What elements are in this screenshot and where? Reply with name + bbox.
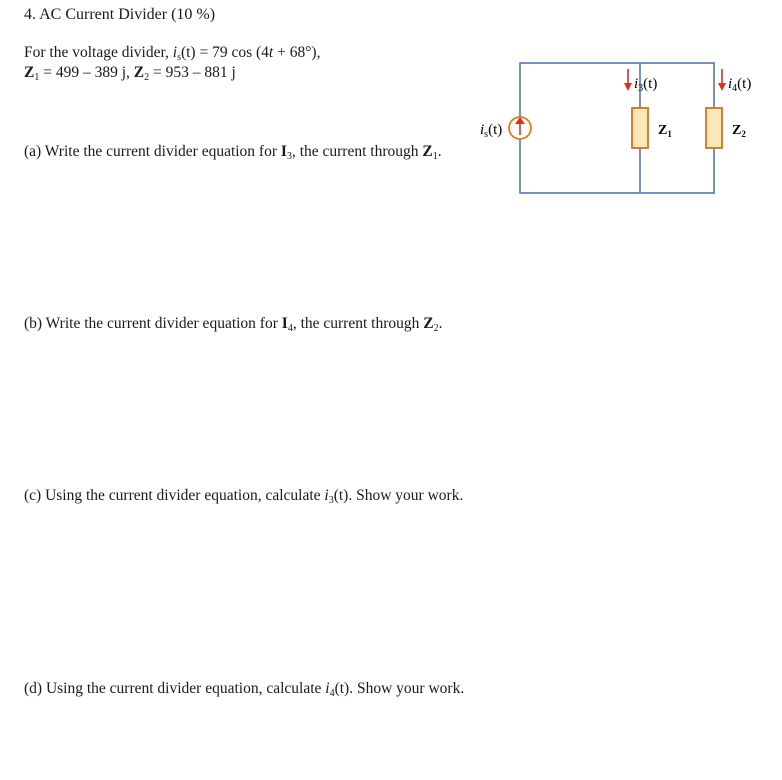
current-source bbox=[509, 117, 531, 139]
question-a-prefix: (a) Write the current divider equation for bbox=[24, 143, 281, 160]
source-t-var: t bbox=[268, 44, 274, 61]
i4-current-label bbox=[728, 76, 751, 94]
question-b bbox=[24, 315, 442, 334]
question-c-var-sub: 3 bbox=[328, 495, 334, 506]
question-c-var: i bbox=[324, 487, 329, 504]
question-b-symbol-sub: 4 bbox=[287, 323, 293, 334]
question-a-end: . bbox=[437, 143, 442, 160]
i3-arrow-icon bbox=[624, 69, 632, 91]
z2-resistor-icon bbox=[706, 108, 722, 148]
z2-circuit-label bbox=[732, 123, 746, 139]
question-b-mid: , the current through bbox=[292, 315, 424, 332]
z2-circuit-label-sub: 2 bbox=[741, 129, 746, 139]
source-current-label-t: (t) bbox=[488, 122, 503, 138]
source-expr: (t) = 79 cos (4 bbox=[180, 44, 269, 61]
i3-current-label-sub: 3 bbox=[638, 83, 644, 94]
outer-wire-loop bbox=[520, 63, 714, 193]
i3-current-label-t: (t) bbox=[643, 76, 658, 92]
z1-resistor-icon bbox=[632, 108, 648, 148]
source-var: i bbox=[172, 44, 178, 61]
question-d-t: (t) bbox=[334, 680, 350, 697]
question-b-prefix: (b) Write the current divider equation for bbox=[24, 315, 282, 332]
question-a-mid: , the current through bbox=[291, 143, 423, 160]
i4-current-label-var: i bbox=[728, 76, 733, 92]
z1-value: = 499 – 389 j, bbox=[39, 64, 134, 81]
z2-circuit-label-text: Z bbox=[732, 123, 742, 138]
z1-circuit-label bbox=[658, 123, 672, 139]
circuit-wires bbox=[520, 63, 714, 193]
z2-sub: 2 bbox=[144, 72, 150, 83]
question-d-var: i bbox=[325, 680, 330, 697]
i3-current-label-var: i bbox=[634, 76, 639, 92]
question-c-prefix: (c) Using the current divider equation, calculate bbox=[24, 487, 325, 504]
given-source-line bbox=[24, 44, 320, 63]
i3-arrow-head bbox=[624, 83, 632, 91]
question-d-var-sub: 4 bbox=[329, 688, 335, 699]
question-a-symbol: I bbox=[280, 143, 287, 160]
question-b-z-sub: 2 bbox=[433, 323, 439, 334]
given-impedance-line bbox=[24, 64, 236, 83]
question-b-end: . bbox=[438, 315, 443, 332]
z1-circuit-label-text: Z bbox=[658, 123, 668, 138]
source-current-label bbox=[480, 122, 502, 140]
i4-arrow-head bbox=[718, 83, 726, 91]
question-d bbox=[24, 680, 464, 699]
question-c-t: (t) bbox=[333, 487, 349, 504]
i4-current-label-t: (t) bbox=[737, 76, 752, 92]
question-a-symbol-sub: 3 bbox=[286, 151, 292, 162]
z1-sub: 1 bbox=[34, 72, 40, 83]
question-b-z: Z bbox=[423, 315, 434, 332]
question-c-end: . Show your work. bbox=[348, 487, 464, 504]
circuit-diagram bbox=[470, 55, 770, 200]
question-d-end: . Show your work. bbox=[349, 680, 465, 697]
given-intro: For the voltage divider, bbox=[24, 44, 173, 61]
question-b-symbol: I bbox=[281, 315, 288, 332]
z2-value: = 953 – 881 j bbox=[149, 64, 236, 81]
question-d-prefix: (d) Using the current divider equation, calculate bbox=[24, 680, 326, 697]
source-sub: s bbox=[177, 52, 181, 63]
question-a-z-sub: 1 bbox=[432, 151, 438, 162]
question-a-z: Z bbox=[422, 143, 433, 160]
z1-label: Z bbox=[24, 64, 35, 81]
source-current-label-var: i bbox=[480, 122, 485, 138]
question-a bbox=[24, 143, 442, 162]
i4-arrow-icon bbox=[718, 69, 726, 91]
question-c bbox=[24, 487, 463, 506]
z2-label: Z bbox=[133, 64, 145, 81]
i4-current-label-sub: 4 bbox=[732, 83, 738, 94]
z1-circuit-label-sub: 1 bbox=[667, 129, 672, 139]
source-current-label-sub: s bbox=[484, 129, 489, 140]
problem-title: 4. AC Current Divider (10 %) bbox=[24, 6, 216, 23]
source-phase: + 68°), bbox=[273, 44, 321, 61]
i3-current-label bbox=[634, 76, 657, 94]
